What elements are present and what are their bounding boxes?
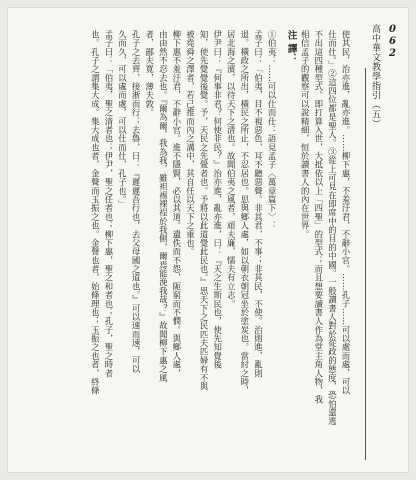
book-title: 高中華文教學指引（五）	[370, 24, 380, 129]
note-column: 知，使先覺覺後覺。予，天民之先覺者也。予將以此道覺此民也。』思天下之民匹夫匹婦有不與	[199, 30, 210, 391]
note-column: 由由然不忍去也。『爾為爾，我為我，雖袒裼裸裎於我側，爾焉能浼我哉？』故聞柳下惠之風	[158, 30, 169, 383]
main-text	[22, 30, 352, 460]
note-column: 被堯舜之澤者，若己推而內之溝中，其自任以天下之重也。	[185, 30, 196, 256]
note-column: 久而久，可以處而處，可以仕而仕，孔子也。」	[117, 30, 128, 209]
intro-column: 相信孟子的觀察可以說精細，恒於讀書人的內在世界。	[300, 30, 311, 239]
note-column: 也。孔子之謂集大成。集大成也者，金聲而玉振之也。金聲也者，始條理也；玉振之也者，終條	[90, 30, 101, 395]
note-column: 伊尹曰：『何事非君？何使非民？』治亦進，亂亦進，曰：『天之生斯民也，使先知覺後	[212, 30, 223, 369]
note-column: 柳下惠不羞汙君，不辭小官。進不隱賢，必以其道。遺佚而不怨，阨窮而不憫。與鄉人處，	[171, 30, 182, 378]
note-column: 孟子曰：「伯夷，目不視惡色，耳不聽惡聲。非其君，不事；非其民，不使。治則進，亂則	[253, 30, 264, 378]
page-number: 062	[387, 24, 398, 60]
notes-heading: 注 譯：	[285, 30, 297, 64]
note-column: 居北海之濱，以待天下之清也。故聞伯夷之風者，頑夫廉，懦夫有立志。	[226, 30, 237, 309]
note-column: ①伯夷：……可以仕而仕：語見孟子〈萬章篇下〉：	[267, 30, 278, 230]
note-column: 孔子之去齊，接淅而行；去魯，曰：『遲遲吾行也，去父母國之道也。』可以速而速，可以	[131, 30, 142, 374]
note-column: 退。橫政之所出，橫民之所止，不忍居也。思與鄉人處，如以朝衣朝冠坐於塗炭也。當紂之時，	[239, 30, 250, 395]
note-column: 孟子曰：「伯夷，聖之清者也；伊尹，聖之任者也；柳下惠，聖之和者也；孔子，聖之時者	[103, 30, 114, 378]
header-divider-line	[365, 68, 366, 460]
note-column: 者，鄙夫寬，薄夫敦。	[144, 30, 155, 117]
intro-column: 仕而仕。」②這四位都是聖人。③從上可見在即席中的目的中國。一般讀書人對於從政的態度，恐怕還逃	[327, 30, 338, 426]
intro-column: 不出這四種型式。即打算入世，大抵依以上「四聖」的型式；而且想要讀書人作為堂主角人物，我	[313, 30, 324, 404]
book-page	[8, 8, 408, 472]
intro-column: 使其民，治亦進，亂亦進。……柳下惠，不羞汙君，不辭小官。……孔子……可以處而處，可以	[341, 30, 351, 395]
